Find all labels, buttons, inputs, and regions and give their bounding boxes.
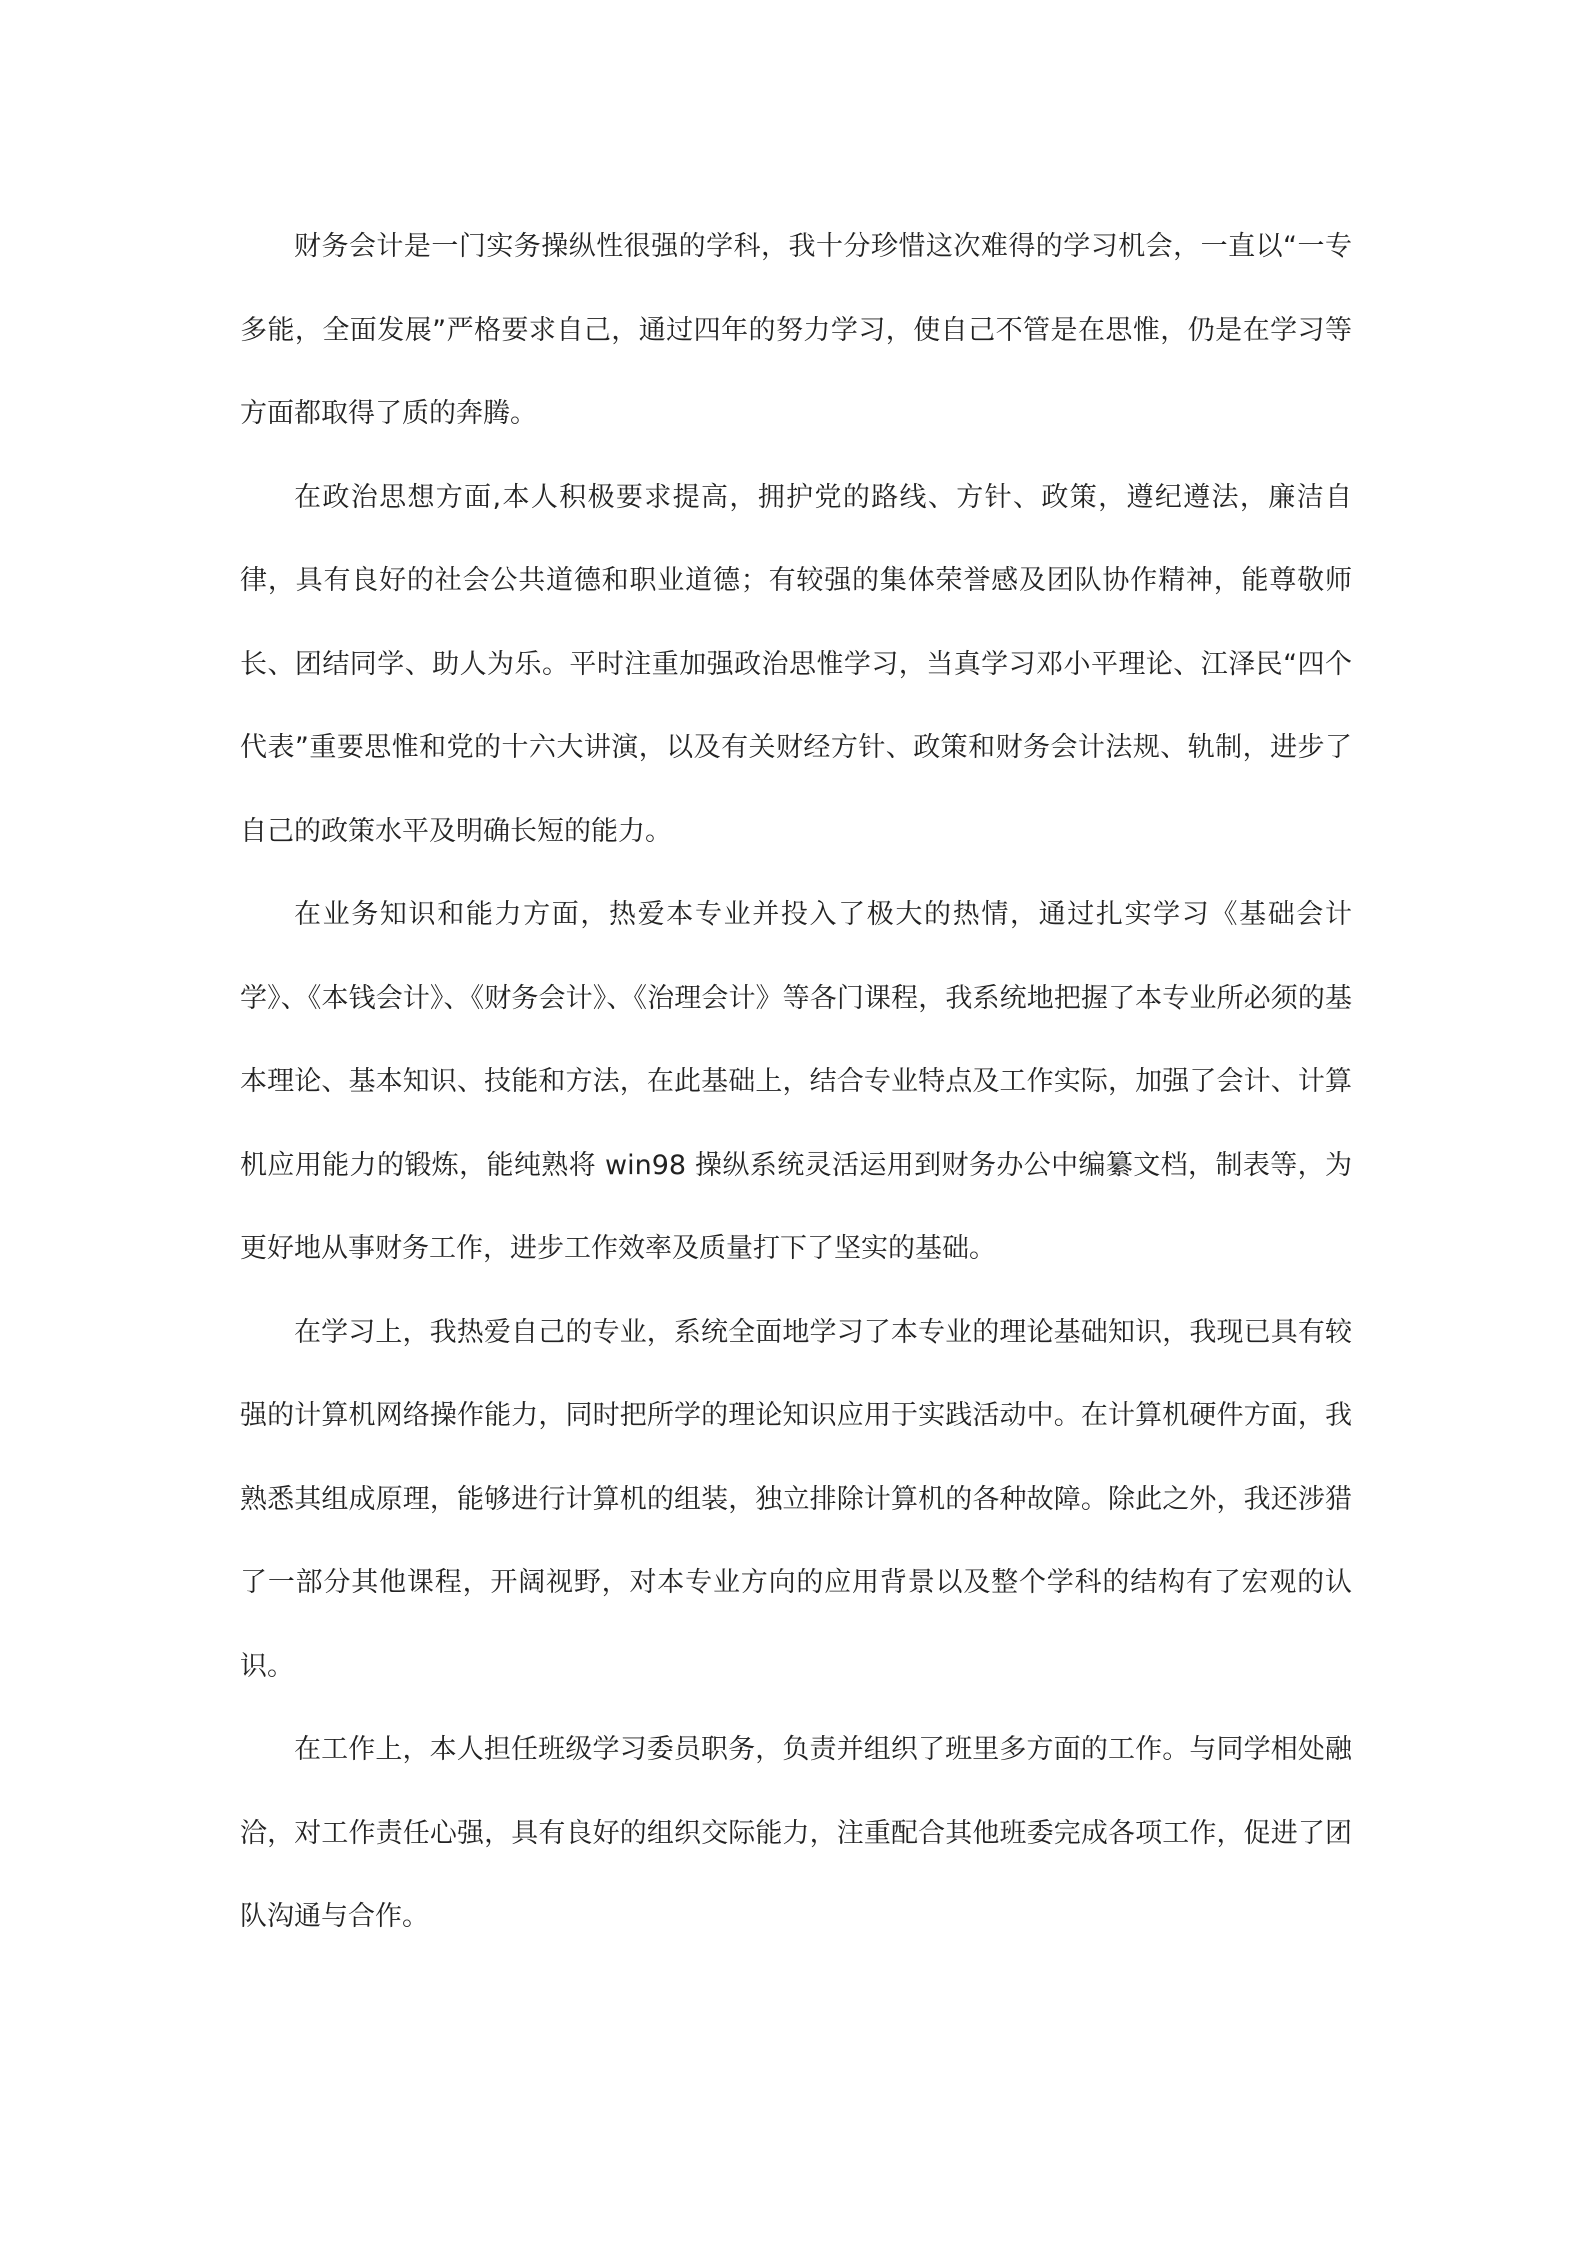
paragraph-work: 在工作上，本人担任班级学习委员职务，负责并组织了班里多方面的工作。与同学相处融洽，对工作责任心强，具有良好的组织交际能力，注重配合其他班委完成各项工作，促进了团队沟通与合作。 [240, 1734, 1352, 1932]
paragraph-study-attitude: 财务会计是一门实务操纵性很强的学科，我十分珍惜这次难得的学习机会，一直以“一专多能，全面发展”严格要求自己，通过四年的努力学习，使自己不管是在思惟，仍是在学习等方面都取得了质的奔腾。 [240, 231, 1352, 429]
document-body [240, 205, 1352, 1959]
paragraph-political-thought: 在政治思想方面,本人积极要求提高，拥护党的路线、方针、政策，遵纪遵法，廉洁自律，具有良好的社会公共道德和职业道德；有较强的集体荣誉感及团队协作精神，能尊敬师长、团结同学、助人为乐。平时注重加强政治思惟学习，当真学习邓小平理论、江泽民“四个代表”重要思惟和党的十六大讲演，以及有关财经方针、政策和财务会计法规、轨制，进步了自己的政策水平及明确长短的能力。 [240, 481, 1352, 847]
paragraph-learning: 在学习上，我热爱自己的专业，系统全面地学习了本专业的理论基础知识，我现已具有较强的计算机网络操作能力，同时把所学的理论知识应用于实践活动中。在计算机硬件方面，我熟悉其组成原理，能够进行计算机的组装，独立排除计算机的各种故障。除此之外，我还涉猎了一部分其他课程，开阔视野，对本专业方向的应用背景以及整个学科的结构有了宏观的认识。 [240, 1316, 1352, 1682]
paragraph-professional-ability: 在业务知识和能力方面，热爱本专业并投入了极大的热情，通过扎实学习《基础会计学》、《本钱会计》、《财务会计》、《治理会计》等各门课程，我系统地把握了本专业所必须的基本理论、基本知识、技能和方法，在此基础上，结合专业特点及工作实际，加强了会计、计算机应用能力的锻炼，能纯熟将 win98 操纵系统灵活运用到财务办公中编纂文档，制表等，为更好地从事财务工作，进步工作效率及质量打下了坚实的基础。 [240, 899, 1352, 1264]
